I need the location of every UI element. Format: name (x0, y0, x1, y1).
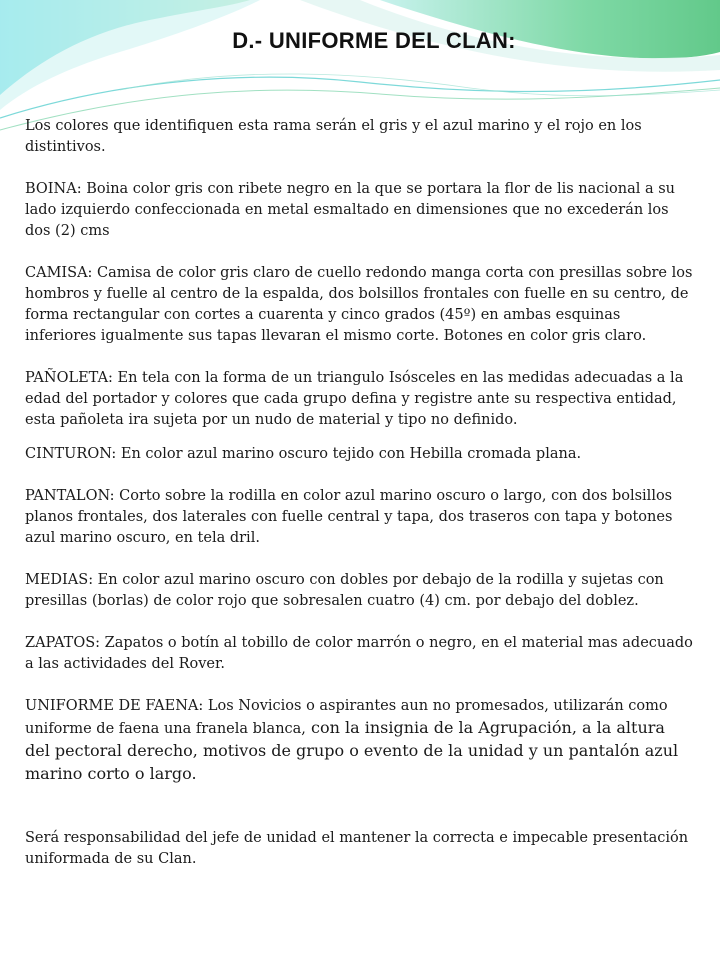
section-boina: BOINA: Boina color gris con ribete negro en la que se portara la flor de lis nacional a su lado izquierdo confeccionada en metal esmaltado en dimensiones que no excederán los dos (2) cms (25, 181, 676, 239)
content-body (25, 116, 693, 891)
wave-band-light (0, 0, 260, 110)
closing-paragraph: Será responsabilidad del jefe de unidad el mantener la correcta e impecable presentación uniformada de su Clan. (25, 830, 689, 867)
wave-line-1 (0, 77, 720, 118)
intro-paragraph: Los colores que identifiquen esta rama serán el gris y el azul marino y el rojo en los distintivos. (25, 118, 642, 155)
slide-title: D.- UNIFORME DEL CLAN: (232, 28, 516, 53)
spacer (25, 807, 693, 828)
section-panoleta: PAÑOLETA: En tela con la forma de un triangulo Isósceles en las medidas adecuadas a la edad del portador y colores que cada grupo defina y registre ante su respectiva entidad, esta pañoleta ira sujeta por un nudo de material y tipo no definido. (25, 370, 684, 428)
section-zapatos: ZAPATOS: Zapatos o botín al tobillo de color marrón o negro, en el material mas adecuado a las actividades del Rover. (25, 635, 693, 672)
section-camisa: CAMISA: Camisa de color gris claro de cuello redondo manga corta con presillas sobre los hombros y fuelle al centro de la espalda, dos bolsillos frontales con fuelle en su centro, de forma rectangular con cortes a cuarenta y cinco grados (45º) en ambas esquinas inferiores igualmente sus tapas llevaran el mismo corte. Botones en color gris claro. (25, 265, 693, 344)
faena-text-part1: UNIFORME DE FAENA: Los Novicios o aspirantes aun no promesados, utilizarán como uniforme de faena una franela blanca, (25, 698, 668, 737)
section-cinturon: CINTURON: En color azul marino oscuro tejido con Hebilla cromada plana. (25, 446, 582, 462)
section-medias: MEDIAS: En color azul marino oscuro con dobles por debajo de la rodilla y sujetas con presillas (borlas) de color rojo que sobresalen cuatro (4) cm. por debajo del doblez. (25, 572, 664, 609)
faena-text-part2: con la insignia de la Agrupación, a la altura del pectoral derecho, motivos de grupo o evento de la unidad y un pantalón azul marino corto o largo. (25, 718, 679, 783)
section-uniforme-faena (25, 696, 693, 786)
section-pantalon: PANTALON: Corto sobre la rodilla en color azul marino oscuro o largo, con dos bolsillos planos frontales, dos laterales con fuelle central y tapa, dos traseros con tapa y botones azul marino oscuro, en tela dril. (25, 488, 673, 546)
